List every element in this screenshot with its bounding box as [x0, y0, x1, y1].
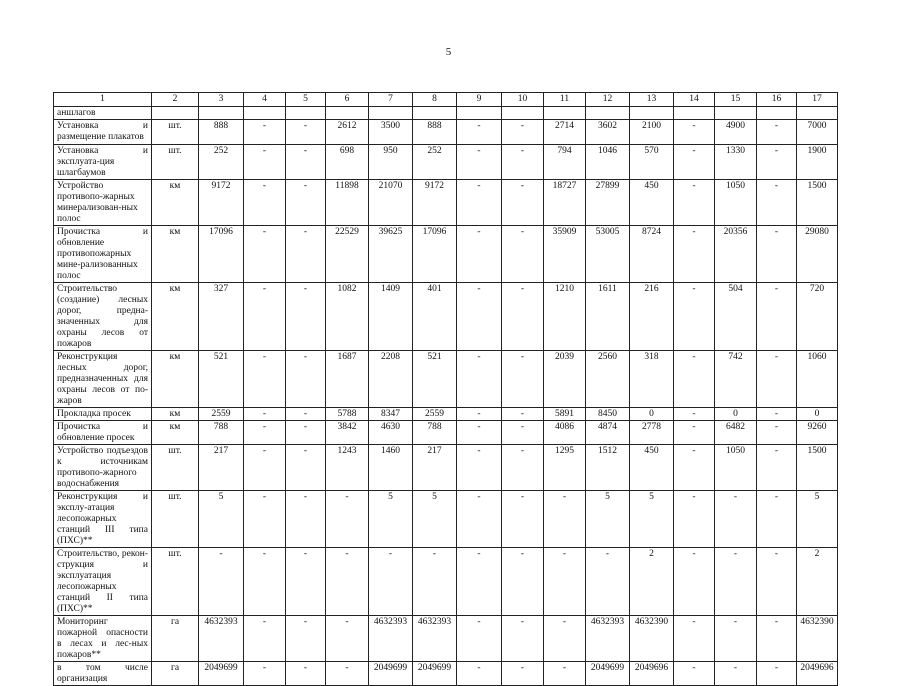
value-cell: 4630	[369, 421, 413, 445]
header-cell: 14	[674, 93, 715, 107]
value-cell: -	[286, 180, 326, 226]
value-cell: -	[757, 226, 797, 283]
row-label: Устройство подъездов к источникам противопо-жарного водоснабжения	[54, 445, 152, 491]
value-cell: -	[457, 145, 502, 180]
value-cell: 2049696	[630, 662, 674, 686]
value-cell: 2	[630, 548, 674, 616]
value-cell: -	[244, 491, 286, 548]
value-cell: 0	[715, 408, 757, 421]
row-label: Прочистка и обновление противопожарных мине-рализованных полос	[54, 226, 152, 283]
table-row	[54, 283, 838, 351]
value-cell: 2049699	[199, 662, 244, 686]
value-cell: -	[457, 616, 502, 662]
value-cell: 4632390	[630, 616, 674, 662]
value-cell	[199, 107, 244, 120]
value-cell: -	[286, 408, 326, 421]
value-cell: 788	[413, 421, 457, 445]
value-cell: 401	[413, 283, 457, 351]
row-label: Установка и размещение плакатов	[54, 120, 152, 145]
value-cell: -	[457, 445, 502, 491]
value-cell: 2049699	[586, 662, 630, 686]
value-cell: -	[457, 351, 502, 408]
value-cell: 1082	[326, 283, 369, 351]
value-cell: 0	[797, 408, 838, 421]
value-cell	[502, 107, 544, 120]
value-cell: -	[244, 662, 286, 686]
value-cell: -	[757, 616, 797, 662]
value-cell: 327	[199, 283, 244, 351]
value-cell	[413, 107, 457, 120]
value-cell: -	[457, 180, 502, 226]
value-cell: -	[502, 421, 544, 445]
value-cell: -	[244, 145, 286, 180]
value-cell: 1330	[715, 145, 757, 180]
value-cell	[797, 107, 838, 120]
table-row	[54, 145, 838, 180]
value-cell: 53005	[586, 226, 630, 283]
value-cell: -	[326, 548, 369, 616]
value-cell: 4632393	[199, 616, 244, 662]
value-cell: 2560	[586, 351, 630, 408]
value-cell	[715, 107, 757, 120]
value-cell: -	[369, 548, 413, 616]
value-cell: 2049699	[369, 662, 413, 686]
value-cell: -	[286, 283, 326, 351]
value-cell: 888	[413, 120, 457, 145]
value-cell: 8724	[630, 226, 674, 283]
value-cell: -	[674, 120, 715, 145]
value-cell: 2714	[544, 120, 586, 145]
row-label: Мониторинг пожарной опасности в лесах и лес-ных пожаров**	[54, 616, 152, 662]
header-row	[54, 93, 838, 107]
table-row	[54, 107, 838, 120]
row-label: Строительство (создание) лесных дорог, предна-значенных для охраны лесов от пожаров	[54, 283, 152, 351]
header-cell: 9	[457, 93, 502, 107]
value-cell: 11898	[326, 180, 369, 226]
unit-cell: км	[152, 421, 199, 445]
value-cell: 20356	[715, 226, 757, 283]
header-cell: 7	[369, 93, 413, 107]
header-cell: 17	[797, 93, 838, 107]
value-cell: -	[286, 445, 326, 491]
value-cell: -	[715, 491, 757, 548]
value-cell: 27899	[586, 180, 630, 226]
value-cell: 29080	[797, 226, 838, 283]
value-cell: 1243	[326, 445, 369, 491]
value-cell: 2778	[630, 421, 674, 445]
value-cell: 5	[369, 491, 413, 548]
value-cell: 2208	[369, 351, 413, 408]
value-cell: 950	[369, 145, 413, 180]
value-cell: -	[502, 145, 544, 180]
value-cell: 742	[715, 351, 757, 408]
value-cell: 5	[586, 491, 630, 548]
row-label: Строительство, рекон-струкция и эксплуатация лесопожарных станций II типа (ПХС)**	[54, 548, 152, 616]
value-cell: -	[502, 662, 544, 686]
value-cell: 2559	[199, 408, 244, 421]
value-cell	[586, 107, 630, 120]
value-cell: -	[502, 283, 544, 351]
header-cell: 11	[544, 93, 586, 107]
value-cell: -	[457, 548, 502, 616]
row-label: Устройство противопо-жарных минерализован-ных полос	[54, 180, 152, 226]
header-cell: 13	[630, 93, 674, 107]
value-cell: 1611	[586, 283, 630, 351]
value-cell: -	[674, 662, 715, 686]
value-cell: -	[757, 491, 797, 548]
data-table	[53, 92, 838, 686]
value-cell	[326, 107, 369, 120]
value-cell: 8450	[586, 408, 630, 421]
value-cell: -	[502, 226, 544, 283]
value-cell: -	[586, 548, 630, 616]
value-cell: -	[674, 145, 715, 180]
value-cell: -	[286, 120, 326, 145]
value-cell: -	[674, 421, 715, 445]
value-cell: -	[544, 616, 586, 662]
value-cell: 4632393	[413, 616, 457, 662]
value-cell: 1210	[544, 283, 586, 351]
value-cell: 18727	[544, 180, 586, 226]
value-cell: 5	[199, 491, 244, 548]
value-cell: 2559	[413, 408, 457, 421]
value-cell: -	[674, 445, 715, 491]
row-label: аншлагов	[54, 107, 152, 120]
value-cell: 6482	[715, 421, 757, 445]
value-cell: -	[544, 548, 586, 616]
unit-cell: км	[152, 351, 199, 408]
value-cell: 1046	[586, 145, 630, 180]
value-cell: 1500	[797, 445, 838, 491]
unit-cell	[152, 107, 199, 120]
unit-cell: км	[152, 408, 199, 421]
header-cell: 6	[326, 93, 369, 107]
value-cell: 3842	[326, 421, 369, 445]
value-cell: -	[757, 548, 797, 616]
value-cell: -	[286, 351, 326, 408]
value-cell: 2039	[544, 351, 586, 408]
value-cell: -	[244, 120, 286, 145]
value-cell: -	[244, 616, 286, 662]
value-cell: -	[757, 445, 797, 491]
value-cell: 4900	[715, 120, 757, 145]
value-cell: -	[502, 120, 544, 145]
value-cell	[369, 107, 413, 120]
value-cell: -	[457, 408, 502, 421]
value-cell: -	[457, 226, 502, 283]
value-cell: 1050	[715, 445, 757, 491]
table-row	[54, 616, 838, 662]
value-cell: 1460	[369, 445, 413, 491]
value-cell: 216	[630, 283, 674, 351]
value-cell: 3500	[369, 120, 413, 145]
value-cell: -	[757, 180, 797, 226]
value-cell: 217	[413, 445, 457, 491]
value-cell: -	[457, 120, 502, 145]
value-cell: 8347	[369, 408, 413, 421]
value-cell: 788	[199, 421, 244, 445]
value-cell: 5	[413, 491, 457, 548]
value-cell: 252	[413, 145, 457, 180]
table-row	[54, 120, 838, 145]
value-cell: -	[457, 662, 502, 686]
value-cell: -	[286, 226, 326, 283]
value-cell: -	[286, 421, 326, 445]
value-cell: 22529	[326, 226, 369, 283]
value-cell: 450	[630, 445, 674, 491]
value-cell: 35909	[544, 226, 586, 283]
value-cell: -	[674, 351, 715, 408]
header-cell: 1	[54, 93, 152, 107]
value-cell: 4632390	[797, 616, 838, 662]
value-cell: -	[244, 445, 286, 491]
value-cell: 450	[630, 180, 674, 226]
value-cell: 888	[199, 120, 244, 145]
value-cell: 2100	[630, 120, 674, 145]
value-cell: 2049696	[797, 662, 838, 686]
value-cell: 1060	[797, 351, 838, 408]
value-cell: 1500	[797, 180, 838, 226]
value-cell: -	[244, 226, 286, 283]
value-cell	[286, 107, 326, 120]
value-cell: 17096	[199, 226, 244, 283]
value-cell: 1687	[326, 351, 369, 408]
header-cell: 15	[715, 93, 757, 107]
table-row	[54, 548, 838, 616]
value-cell: 5	[797, 491, 838, 548]
value-cell: -	[502, 616, 544, 662]
value-cell: 1900	[797, 145, 838, 180]
unit-cell: шт.	[152, 120, 199, 145]
value-cell: -	[286, 616, 326, 662]
value-cell: 7000	[797, 120, 838, 145]
value-cell: -	[413, 548, 457, 616]
value-cell: 21070	[369, 180, 413, 226]
row-label: Прочистка и обновление просек	[54, 421, 152, 445]
value-cell: -	[457, 491, 502, 548]
value-cell: 0	[630, 408, 674, 421]
header-cell: 2	[152, 93, 199, 107]
value-cell: -	[326, 662, 369, 686]
value-cell: -	[544, 662, 586, 686]
value-cell	[757, 107, 797, 120]
value-cell	[544, 107, 586, 120]
row-label: Реконструкция лесных дорог, предназначенных для охраны лесов от по-жаров	[54, 351, 152, 408]
value-cell: 521	[199, 351, 244, 408]
value-cell: -	[544, 491, 586, 548]
value-cell: 698	[326, 145, 369, 180]
unit-cell: км	[152, 226, 199, 283]
table-row	[54, 445, 838, 491]
value-cell: 2612	[326, 120, 369, 145]
value-cell: -	[757, 351, 797, 408]
table-row	[54, 662, 838, 686]
value-cell: 3602	[586, 120, 630, 145]
value-cell: 39625	[369, 226, 413, 283]
value-cell: 9172	[413, 180, 457, 226]
table-row	[54, 226, 838, 283]
value-cell: -	[674, 180, 715, 226]
value-cell: -	[674, 283, 715, 351]
unit-cell: га	[152, 662, 199, 686]
value-cell: -	[502, 445, 544, 491]
value-cell: -	[674, 491, 715, 548]
unit-cell: га	[152, 616, 199, 662]
value-cell: 794	[544, 145, 586, 180]
value-cell: 1409	[369, 283, 413, 351]
value-cell	[457, 107, 502, 120]
value-cell: 9260	[797, 421, 838, 445]
value-cell: -	[674, 548, 715, 616]
unit-cell: шт.	[152, 145, 199, 180]
value-cell: -	[457, 283, 502, 351]
value-cell: -	[244, 180, 286, 226]
value-cell: 1512	[586, 445, 630, 491]
value-cell: 720	[797, 283, 838, 351]
value-cell: -	[757, 662, 797, 686]
value-cell	[630, 107, 674, 120]
row-label: в том числе организация	[54, 662, 152, 686]
value-cell: -	[326, 491, 369, 548]
table-row	[54, 491, 838, 548]
value-cell: -	[757, 120, 797, 145]
value-cell: 4874	[586, 421, 630, 445]
value-cell: -	[715, 616, 757, 662]
value-cell: -	[457, 421, 502, 445]
value-cell: -	[244, 548, 286, 616]
value-cell: -	[244, 421, 286, 445]
value-cell: -	[502, 408, 544, 421]
value-cell: -	[326, 616, 369, 662]
table-row	[54, 421, 838, 445]
value-cell: -	[674, 226, 715, 283]
value-cell: 4632393	[586, 616, 630, 662]
unit-cell: шт.	[152, 548, 199, 616]
row-label: Прокладка просек	[54, 408, 152, 421]
value-cell: -	[502, 180, 544, 226]
unit-cell: км	[152, 283, 199, 351]
value-cell: 4632393	[369, 616, 413, 662]
value-cell: 17096	[413, 226, 457, 283]
value-cell: 1050	[715, 180, 757, 226]
header-cell: 10	[502, 93, 544, 107]
table-row	[54, 351, 838, 408]
value-cell: -	[244, 351, 286, 408]
row-label: Реконструкция и эксплу-атация лесопожарных станций III типа (ПХС)**	[54, 491, 152, 548]
value-cell: -	[757, 421, 797, 445]
value-cell: -	[286, 662, 326, 686]
value-cell: 570	[630, 145, 674, 180]
value-cell: 318	[630, 351, 674, 408]
value-cell: 504	[715, 283, 757, 351]
header-cell: 3	[199, 93, 244, 107]
value-cell: 9172	[199, 180, 244, 226]
unit-cell: шт.	[152, 445, 199, 491]
value-cell: 5788	[326, 408, 369, 421]
unit-cell: шт.	[152, 491, 199, 548]
value-cell: -	[502, 548, 544, 616]
value-cell: -	[244, 408, 286, 421]
value-cell: -	[286, 491, 326, 548]
value-cell: -	[757, 408, 797, 421]
value-cell	[244, 107, 286, 120]
header-cell: 5	[286, 93, 326, 107]
value-cell: 2049699	[413, 662, 457, 686]
header-cell: 8	[413, 93, 457, 107]
value-cell: -	[244, 283, 286, 351]
value-cell: -	[502, 351, 544, 408]
value-cell	[674, 107, 715, 120]
value-cell: -	[674, 408, 715, 421]
header-cell: 12	[586, 93, 630, 107]
value-cell: 521	[413, 351, 457, 408]
page-number: 5	[445, 46, 452, 58]
value-cell: -	[286, 548, 326, 616]
value-cell: -	[674, 616, 715, 662]
value-cell: 2	[797, 548, 838, 616]
value-cell: -	[757, 145, 797, 180]
value-cell: -	[502, 491, 544, 548]
header-cell: 4	[244, 93, 286, 107]
table-row	[54, 408, 838, 421]
header-cell: 16	[757, 93, 797, 107]
unit-cell: км	[152, 180, 199, 226]
value-cell: 5	[630, 491, 674, 548]
table-row	[54, 180, 838, 226]
value-cell: -	[757, 283, 797, 351]
value-cell: 252	[199, 145, 244, 180]
value-cell: 5891	[544, 408, 586, 421]
value-cell: 1295	[544, 445, 586, 491]
value-cell: -	[286, 145, 326, 180]
value-cell: -	[715, 662, 757, 686]
row-label: Установка и эксплуата-ция шлагбаумов	[54, 145, 152, 180]
value-cell: 4086	[544, 421, 586, 445]
value-cell: -	[199, 548, 244, 616]
value-cell: 217	[199, 445, 244, 491]
value-cell: -	[715, 548, 757, 616]
